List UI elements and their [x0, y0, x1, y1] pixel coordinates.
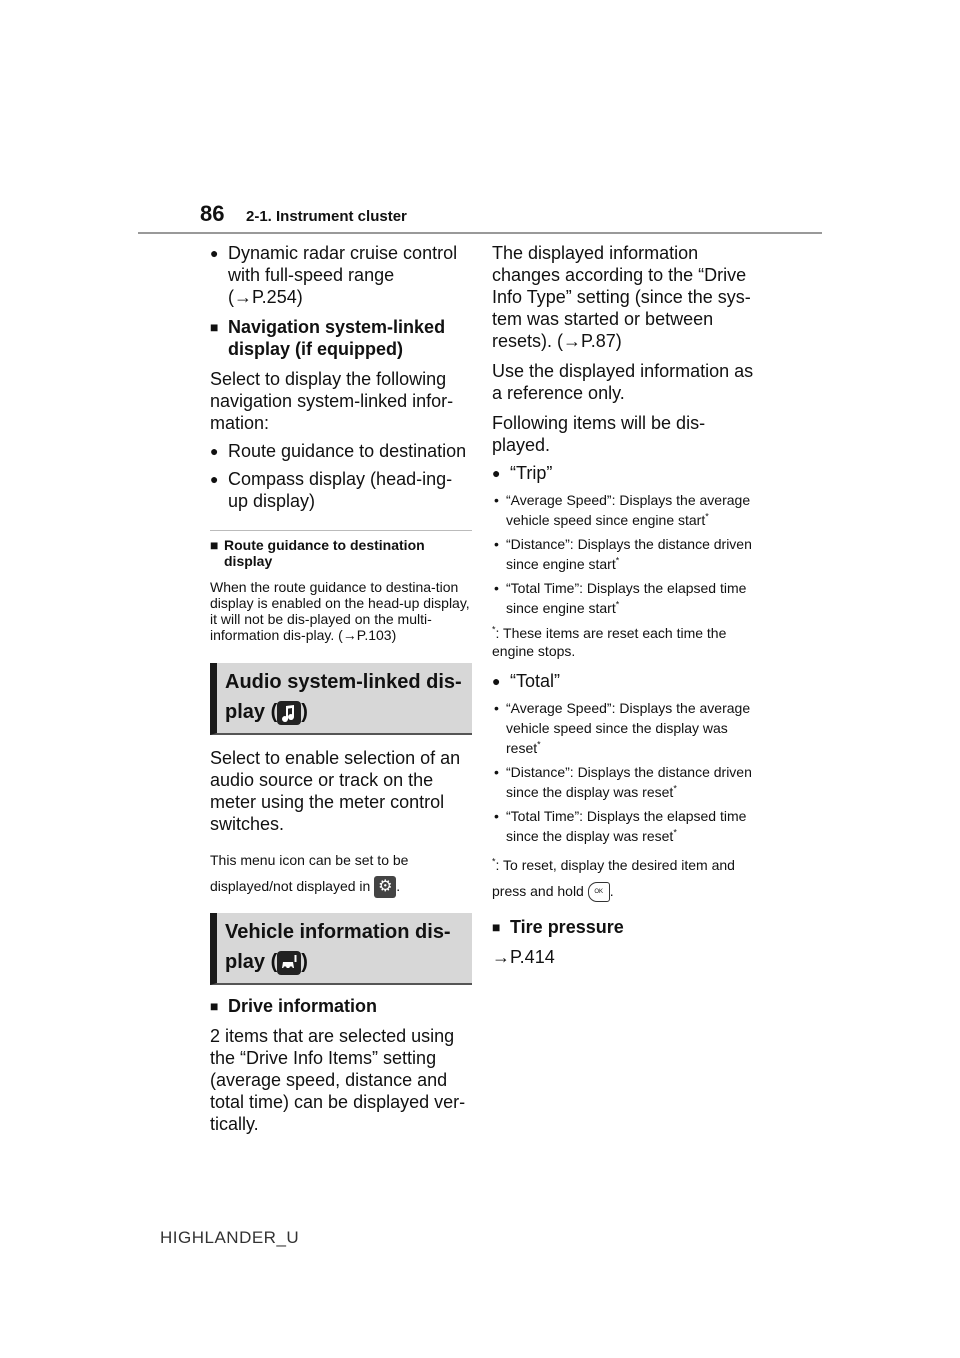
ok-button-icon: OK	[588, 882, 610, 902]
audio-note: This menu icon can be set to be displayed/not displayed in ⚙ .	[210, 847, 472, 899]
bullet-icon: ●	[492, 465, 501, 481]
trip-footnote: *: These items are reset each time the engine stops.	[492, 624, 727, 659]
square-bullet-icon: ■	[210, 998, 219, 1014]
header-rule	[138, 232, 822, 234]
square-bullet-icon: ■	[210, 537, 219, 553]
bullet-route-guidance: ● Route guidance to destination	[210, 441, 467, 461]
bullet-icon: ●	[210, 245, 219, 261]
note-rule	[210, 530, 472, 531]
total-item-distance: • “Distance”: Displays the distance driven since the display was reset*	[494, 764, 752, 800]
bullet-icon: ●	[492, 673, 501, 689]
drive-info-type-text: The displayed information changes according to the “Drive Info Type” setting (since the sys-tem was started or between resets). (→P.87)	[492, 243, 751, 351]
trip-item-total-time: • “Total Time”: Displays the elapsed time since engine start*	[494, 580, 747, 616]
bullet-icon: ●	[210, 443, 219, 459]
right-column	[492, 242, 754, 968]
vehicle-info-icon	[277, 951, 301, 975]
bullet-compass: ● Compass display (head-ing-up display)	[210, 469, 453, 511]
trip-item-distance: • “Distance”: Displays the distance driven since engine start*	[494, 536, 752, 572]
tire-pressure-ref[interactable]: →P.414	[492, 947, 555, 967]
drive-info-text: 2 items that are selected using the “Drive Info Items” setting (average speed, distance and total time) can be displayed ver-tically.	[210, 1026, 466, 1134]
page-number: 86	[200, 201, 225, 226]
reference-text: Use the displayed information as a reference only.	[492, 361, 754, 403]
section-title: 2-1. Instrument cluster	[246, 208, 407, 225]
page-ref-link[interactable]: (→P.254)	[228, 287, 303, 307]
vehicle-info-heading: Vehicle information dis-play ( )	[210, 913, 472, 985]
bullet-radar-cruise: ● Dynamic radar cruise control with full-speed range (→P.254)	[210, 243, 458, 307]
tire-pressure-heading: ■ Tire pressure	[492, 917, 624, 937]
footer-model: HIGHLANDER_U	[160, 1228, 300, 1247]
drive-info-heading: ■ Drive information	[210, 996, 378, 1016]
nav-text: Select to display the following navigation system-linked infor-mation:	[210, 369, 454, 433]
square-bullet-icon: ■	[210, 319, 219, 335]
note-heading: ■ Route guidance to destination display	[210, 537, 425, 569]
bullet-icon: ●	[210, 471, 219, 487]
audio-section-heading: Audio system-linked dis-play ( )	[210, 663, 472, 735]
music-note-icon	[277, 701, 301, 725]
audio-text: Select to enable selection of an audio source or track on the meter using the meter control switches.	[210, 748, 461, 834]
square-bullet-icon: ■	[492, 919, 501, 935]
trip-item-average-speed: • “Average Speed”: Displays the average vehicle speed since engine start*	[494, 492, 751, 528]
total-item-total-time: • “Total Time”: Displays the elapsed time since the display was reset*	[494, 808, 747, 844]
settings-gear-icon: ⚙	[374, 876, 396, 898]
total-footnote: *: To reset, display the desired item and press and hold OK .	[492, 852, 754, 904]
nav-heading: ■ Navigation system-linked display (if equipped)	[210, 317, 446, 359]
total-label: ● “Total”	[492, 671, 561, 691]
left-column	[210, 242, 472, 1135]
following-items-text: Following items will be dis-played.	[492, 413, 706, 455]
note-text: When the route guidance to destina-tion display is enabled on the head-up display, it will not be dis-played on the multi-information dis-play. (→P.103)	[210, 579, 470, 643]
trip-label: ● “Trip”	[492, 463, 553, 483]
total-item-average-speed: • “Average Speed”: Displays the average vehicle speed since the display was reset*	[494, 700, 751, 756]
